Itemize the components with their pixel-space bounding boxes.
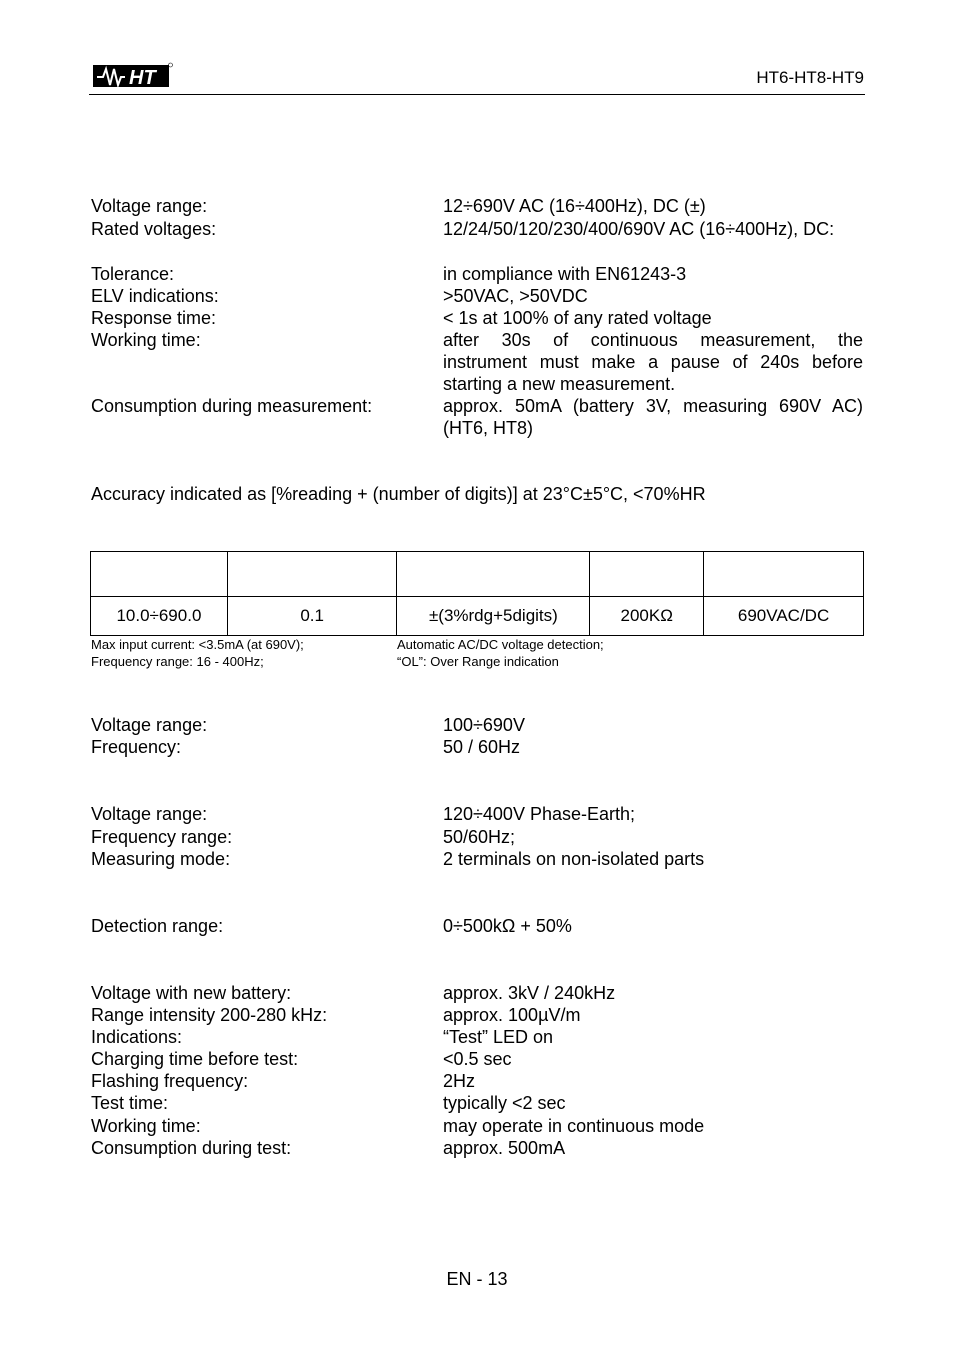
spec-label: Working time: <box>91 1116 201 1136</box>
table-note-right <box>397 636 604 670</box>
spec-label: Flashing frequency: <box>91 1071 249 1091</box>
spec-value: 2Hz <box>443 1071 476 1091</box>
note-line: Max input current: <3.5mA (at 690V); <box>91 637 304 652</box>
spec-value: may operate in continuous mode <box>443 1116 705 1136</box>
model-name: HT6-HT8-HT9 <box>756 68 864 87</box>
spec-label: Rated voltages: <box>91 219 217 239</box>
table-cell-resolution: 0.1 <box>227 597 397 636</box>
note-line: “OL”: Over Range indication <box>397 654 559 669</box>
spec-value: 120÷400V Phase-Earth; <box>443 804 636 824</box>
spec-value: < 1s at 100% of any rated voltage <box>443 308 712 328</box>
note-line: Frequency range: 16 - 400Hz; <box>91 654 264 669</box>
spec-value: approx. 3kV / 240kHz <box>443 983 616 1003</box>
spec-label: Consumption during test: <box>91 1138 292 1158</box>
spec-label: Consumption during measurement: <box>91 396 373 416</box>
page-number: EN - 13 <box>446 1269 508 1289</box>
spec-label: Voltage range: <box>91 196 208 216</box>
spec-value: 2 terminals on non-isolated parts <box>443 849 705 869</box>
spec-label: Working time: <box>91 330 201 350</box>
spec-label: Charging time before test: <box>91 1049 299 1069</box>
table-header-cell <box>91 552 228 597</box>
spec-label: Response time: <box>91 308 217 328</box>
table-cell-protection: 690VAC/DC <box>704 597 864 636</box>
table-note-left <box>91 636 304 670</box>
spec-value: 0÷500kΩ + 50% <box>443 916 572 936</box>
spec-value: approx. 500mA <box>443 1138 566 1158</box>
table-header-row <box>91 552 864 597</box>
ht-logo <box>93 61 173 91</box>
spec-value: “Test” LED on <box>443 1027 554 1047</box>
accuracy-note: Accuracy indicated as [%reading + (number of digits)] at 23°C±5°C, <70%HR <box>91 484 706 504</box>
spec-label: Indications: <box>91 1027 183 1047</box>
spec-label: Voltage range: <box>91 804 208 824</box>
table-header-cell <box>704 552 864 597</box>
table-cell-range: 10.0÷690.0 <box>91 597 228 636</box>
note-line: Automatic AC/DC voltage detection; <box>397 637 604 652</box>
spec-label: Test time: <box>91 1093 169 1113</box>
spec-label: Tolerance: <box>91 264 175 284</box>
spec-value: 100÷690V <box>443 715 525 735</box>
spec-value: after 30s of continuous measurement, the instrument must make a pause of 240s before starting a new measurement. <box>443 330 863 394</box>
logo-text: HT <box>129 67 156 89</box>
table-header-cell <box>590 552 704 597</box>
spec-label: Frequency: <box>91 737 182 757</box>
spec-value: >50VAC, >50VDC <box>443 286 588 306</box>
table-header-cell <box>397 552 590 597</box>
spec-label: Voltage with new battery: <box>91 983 292 1003</box>
spec-value: approx. 100µV/m <box>443 1005 581 1025</box>
spec-label: Measuring mode: <box>91 849 231 869</box>
spec-label: Frequency range: <box>91 827 233 847</box>
spec-label: Range intensity 200-280 kHz: <box>91 1005 328 1025</box>
table-header-cell <box>227 552 397 597</box>
spec-value: approx. 50mA (battery 3V, measuring 690V AC) (HT6, HT8) <box>443 396 863 438</box>
spec-value: 50/60Hz; <box>443 827 516 847</box>
spec-label: Voltage range: <box>91 715 208 735</box>
spec-label: Detection range: <box>91 916 224 936</box>
table-cell-accuracy: ±(3%rdg+5digits) <box>397 597 590 636</box>
spec-value: <0.5 sec <box>443 1049 512 1069</box>
spec-label: ELV indications: <box>91 286 219 306</box>
spec-value: in compliance with EN61243-3 <box>443 264 687 284</box>
table-row <box>91 597 864 636</box>
spec-value: 12÷690V AC (16÷400Hz), DC (±) <box>443 196 706 216</box>
spec-value: typically <2 sec <box>443 1093 566 1113</box>
spec-value: 50 / 60Hz <box>443 737 521 757</box>
table-cell-impedance: 200KΩ <box>590 597 704 636</box>
header-rule <box>89 94 865 95</box>
spec-value: 12/24/50/120/230/400/690V AC (16÷400Hz), DC: <box>443 219 835 239</box>
accuracy-table <box>90 551 864 636</box>
